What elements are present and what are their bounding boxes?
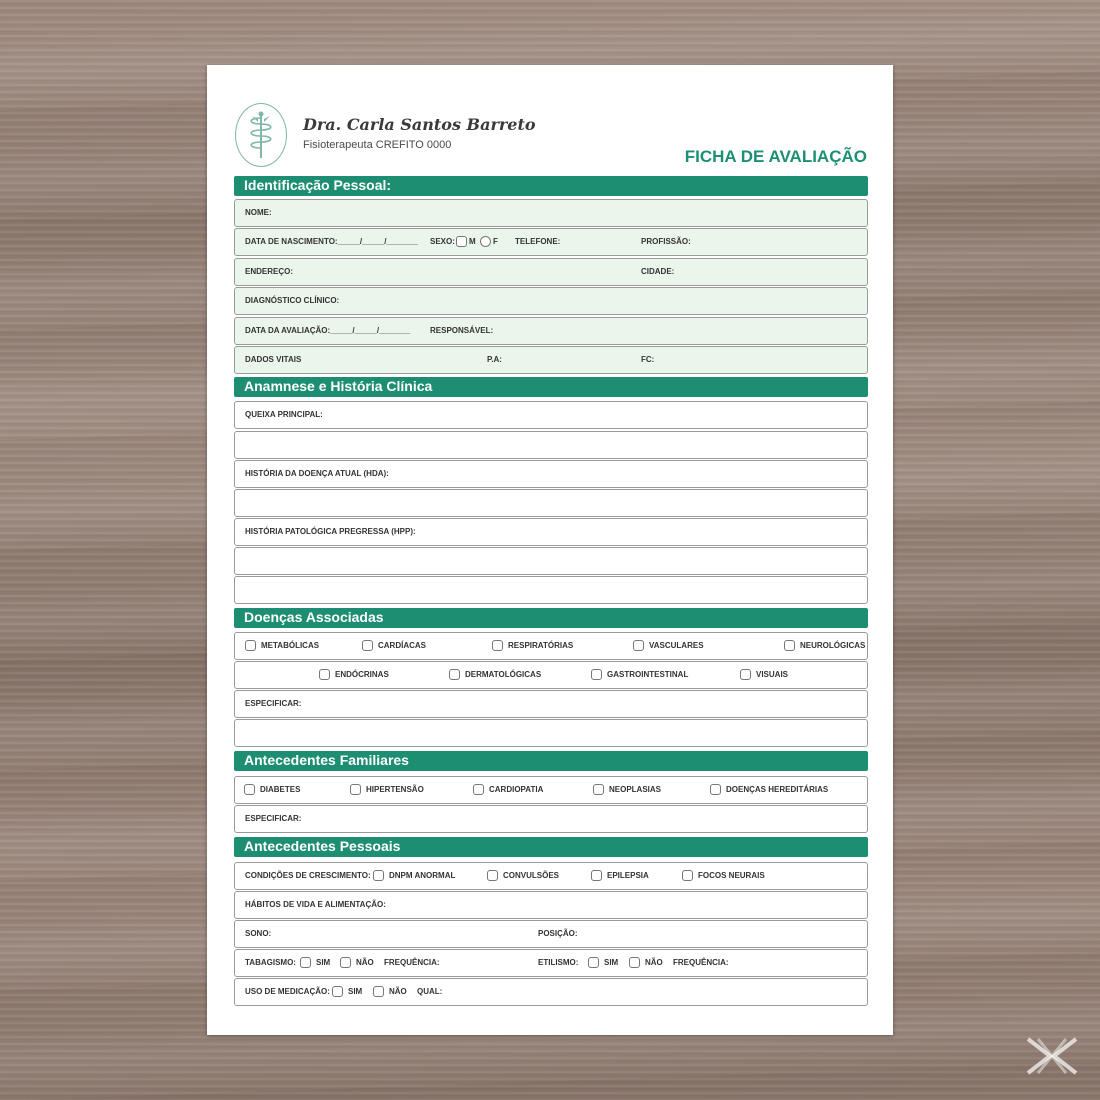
label-cardiopatia: CARDIOPATIA	[489, 785, 544, 794]
label-cidade[interactable]: CIDADE:	[641, 267, 675, 276]
label-nao: NÃO	[389, 987, 407, 996]
field-queixa-line[interactable]	[234, 431, 868, 459]
checkbox-neurologicas[interactable]	[784, 640, 795, 651]
label-qual[interactable]: QUAL:	[417, 987, 443, 996]
doencas-row-1	[234, 632, 868, 660]
label-frequencia[interactable]: FREQUÊNCIA:	[384, 958, 440, 967]
label-visuais: VISUAIS	[756, 670, 789, 679]
label-nao: NÃO	[645, 958, 663, 967]
label-habitos: HÁBITOS DE VIDA E ALIMENTAÇÃO:	[245, 900, 386, 909]
section-title: Anamnese e História Clínica	[244, 378, 433, 394]
doencas-row-2	[234, 661, 868, 689]
field-especificar-doencas-line[interactable]	[234, 719, 868, 747]
label-especificar: ESPECIFICAR:	[245, 699, 302, 708]
label-diabetes: DIABETES	[260, 785, 301, 794]
checkbox-medicacao-nao[interactable]	[373, 986, 384, 997]
label-dados-vitais: DADOS VITAIS	[245, 355, 302, 364]
label-cardiacas: CARDÍACAS	[378, 641, 426, 650]
label-doencas-hereditarias: DOENÇAS HEREDITÁRIAS	[726, 785, 829, 794]
field-queixa[interactable]	[234, 401, 868, 429]
label-responsavel[interactable]: RESPONSÁVEL:	[430, 326, 494, 335]
label-gastrointestinal: GASTROINTESTINAL	[607, 670, 689, 679]
checkbox-doencas-hereditarias[interactable]	[710, 784, 721, 795]
label-nascimento[interactable]: DATA DE NASCIMENTO:_____/_____/_______	[245, 237, 418, 246]
checkbox-hipertensao[interactable]	[350, 784, 361, 795]
label-sim: SIM	[348, 987, 363, 996]
label-endocrinas: ENDÓCRINAS	[335, 670, 389, 679]
label-m: M	[469, 237, 476, 246]
label-endereco[interactable]: ENDEREÇO:	[245, 267, 294, 276]
label-hda: HISTÓRIA DA DOENÇA ATUAL (HDA):	[245, 469, 389, 478]
field-especificar-doencas[interactable]	[234, 690, 868, 718]
pessoais-medicacao-row	[234, 978, 868, 1006]
label-sim: SIM	[316, 958, 331, 967]
label-etilismo: ETILISMO:	[538, 958, 579, 967]
checkbox-sexo-m[interactable]	[456, 236, 467, 247]
checkbox-cardiopatia[interactable]	[473, 784, 484, 795]
label-telefone[interactable]: TELEFONE:	[515, 237, 561, 246]
section-title: Antecedentes Pessoais	[244, 838, 401, 854]
checkbox-medicacao-sim[interactable]	[332, 986, 343, 997]
label-focos-neurais: FOCOS NEURAIS	[698, 871, 765, 880]
label-convulsoes: CONVULSÕES	[503, 871, 560, 880]
label-data-avaliacao[interactable]: DATA DA AVALIAÇÃO:_____/_____/_______	[245, 326, 411, 335]
label-profissao[interactable]: PROFISSÃO:	[641, 237, 691, 246]
field-hpp[interactable]	[234, 518, 868, 546]
label-nome: NOME:	[245, 208, 272, 217]
label-vasculares: VASCULARES	[649, 641, 704, 650]
caduceus-icon	[235, 103, 287, 167]
checkbox-gastrointestinal[interactable]	[591, 669, 602, 680]
checkbox-tabagismo-sim[interactable]	[300, 957, 311, 968]
label-hpp: HISTÓRIA PATOLÓGICA PREGRESSA (HPP):	[245, 527, 416, 536]
field-hda-line[interactable]	[234, 489, 868, 517]
label-epilepsia: EPILEPSIA	[607, 871, 649, 880]
label-fc[interactable]: FC:	[641, 355, 655, 364]
doctor-role: Fisioterapeuta CREFITO 0000	[303, 139, 452, 151]
label-hipertensao: HIPERTENSÃO	[366, 785, 424, 794]
label-sim: SIM	[604, 958, 619, 967]
checkbox-respiratorias[interactable]	[492, 640, 503, 651]
checkbox-tabagismo-nao[interactable]	[340, 957, 351, 968]
section-identificacao	[234, 176, 868, 196]
label-pa[interactable]: P.A:	[487, 355, 502, 364]
field-hpp-line-2[interactable]	[234, 576, 868, 604]
label-respiratorias: RESPIRATÓRIAS	[508, 641, 574, 650]
label-neoplasias: NEOPLASIAS	[609, 785, 662, 794]
section-anamnese	[234, 377, 868, 397]
section-title: Doenças Associadas	[244, 609, 384, 625]
label-tabagismo: TABAGISMO:	[245, 958, 296, 967]
section-doencas	[234, 608, 868, 628]
field-row-vitais	[234, 346, 868, 374]
checkbox-neoplasias[interactable]	[593, 784, 604, 795]
pessoais-sono-row	[234, 920, 868, 948]
checkbox-epilepsia[interactable]	[591, 870, 602, 881]
label-frequencia[interactable]: FREQUÊNCIA:	[673, 958, 729, 967]
label-dermatologicas: DERMATOLÓGICAS	[465, 670, 542, 679]
familiares-row	[234, 776, 868, 804]
section-title: Identificação Pessoal:	[244, 177, 392, 193]
section-familiares	[234, 751, 868, 771]
pessoais-tabagismo-row	[234, 949, 868, 977]
form-title: FICHA DE AVALIAÇÃO	[684, 147, 867, 166]
checkbox-sexo-f[interactable]	[480, 236, 491, 247]
label-diagnostico: DIAGNÓSTICO CLÍNICO:	[245, 296, 340, 305]
form-sheet	[207, 65, 893, 1035]
field-row-endereco	[234, 258, 868, 286]
pessoais-crescimento-row	[234, 862, 868, 890]
label-nao: NÃO	[356, 958, 374, 967]
field-hpp-line-1[interactable]	[234, 547, 868, 575]
field-diagnostico[interactable]	[234, 287, 868, 315]
doctor-name: Dra. Carla Santos Barreto	[303, 115, 536, 134]
checkbox-vasculares[interactable]	[633, 640, 644, 651]
checkbox-endocrinas[interactable]	[319, 669, 330, 680]
section-title: Antecedentes Familiares	[244, 752, 409, 768]
field-row-nascimento	[234, 228, 868, 256]
label-posicao[interactable]: POSIÇÃO:	[538, 929, 578, 938]
field-habitos[interactable]	[234, 891, 868, 919]
checkbox-dnpm[interactable]	[373, 870, 384, 881]
label-medicacao: USO DE MEDICAÇÃO:	[245, 987, 330, 996]
label-neurologicas: NEUROLÓGICAS	[800, 641, 866, 650]
checkbox-etilismo-nao[interactable]	[629, 957, 640, 968]
checkbox-dermatologicas[interactable]	[449, 669, 460, 680]
checkbox-convulsoes[interactable]	[487, 870, 498, 881]
watermark-icon	[1024, 1035, 1080, 1082]
label-sexo: SEXO:	[430, 237, 455, 246]
field-nome[interactable]	[234, 199, 868, 227]
checkbox-diabetes[interactable]	[244, 784, 255, 795]
label-queixa: QUEIXA PRINCIPAL:	[245, 410, 323, 419]
label-dnpm: DNPM ANORMAL	[389, 871, 456, 880]
label-f: F	[493, 237, 498, 246]
label-especificar: ESPECIFICAR:	[245, 814, 302, 823]
label-metabolicas: METABÓLICAS	[261, 641, 320, 650]
checkbox-visuais[interactable]	[740, 669, 751, 680]
field-especificar-familiares[interactable]	[234, 805, 868, 833]
checkbox-focos-neurais[interactable]	[682, 870, 693, 881]
field-row-avaliacao	[234, 317, 868, 345]
field-hda[interactable]	[234, 460, 868, 488]
checkbox-metabolicas[interactable]	[245, 640, 256, 651]
label-crescimento: CONDIÇÕES DE CRESCIMENTO:	[245, 871, 371, 880]
checkbox-cardiacas[interactable]	[362, 640, 373, 651]
section-pessoais	[234, 837, 868, 857]
checkbox-etilismo-sim[interactable]	[588, 957, 599, 968]
label-sono[interactable]: SONO:	[245, 929, 272, 938]
